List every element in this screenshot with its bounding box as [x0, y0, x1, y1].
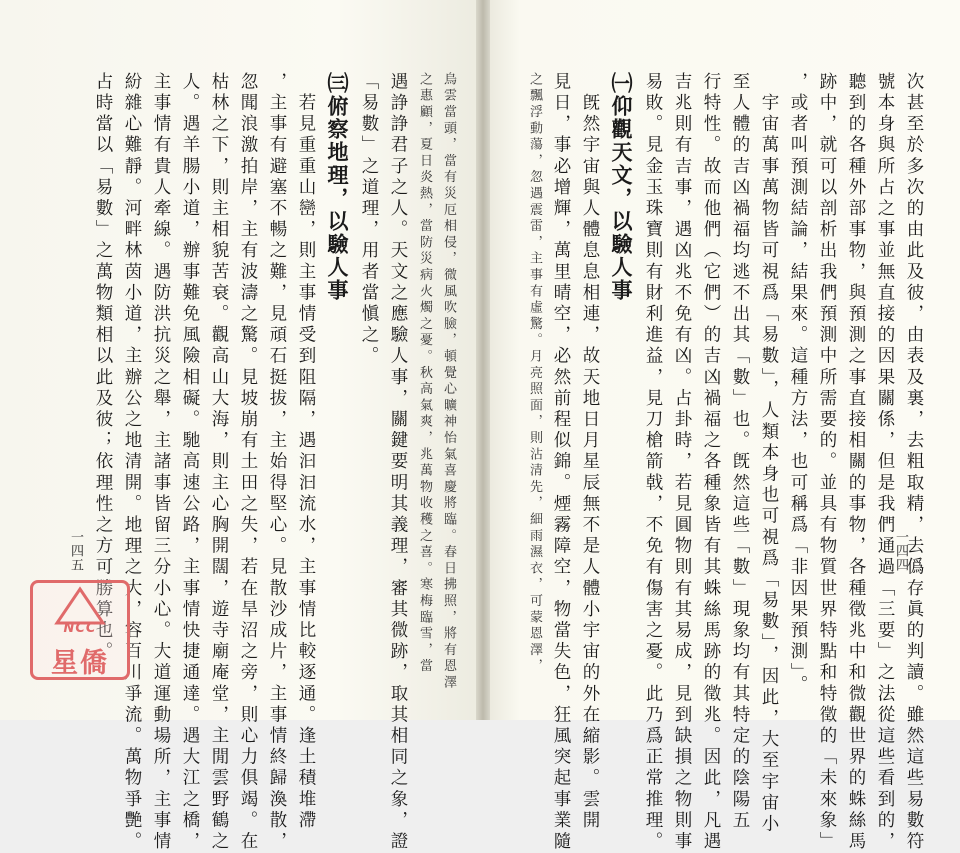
- text-column: 人。遇羊腸小道，辦事難免風險相礙。馳高速公路，主事情快捷通達。遇大江之橋，: [180, 72, 200, 853]
- text-column: 號本身與所占之事並無直接的因果關係，但是我們通過「三要」之法從這些看到的，: [875, 72, 895, 853]
- text-column: 易敗。見金玉珠寶則有財利進益，見刀槍箭戟，不免有傷害之憂。此乃爲正常推理。: [643, 72, 663, 853]
- text-column: 見日，事必增輝，萬里晴空，必然前程似錦。煙霧障空，物當失色，狂風突起事業隨: [551, 72, 571, 853]
- text-column: 之惠顧，夏日炎熱，當防災病火燭之憂。秋高氣爽，兆萬物收穫之喜。寒梅臨雪，當: [417, 72, 432, 676]
- text-column: 烏雲當頭，當有災厄相侵，微風吹臉，頓覺心曠神怡氣喜慶將臨。春日拂照，將有恩澤: [441, 72, 456, 692]
- seal-cjk-text: 星僑: [51, 648, 109, 679]
- text-column: 行特性。故而他們（它們）的吉凶禍福之各種象皆有其蛛絲馬跡的徵兆。因此，凡遇: [701, 72, 721, 853]
- text-column: 跡中，就可以剖析出我們預測中所需要的。並具有物質世界特點和特徵的「未來象」: [817, 72, 837, 853]
- text-column: 忽聞浪激拍岸，主有波濤之驚。見坡崩有土田之失，若在旱沼之旁，則心力俱竭。在: [238, 72, 258, 853]
- publisher-seal: [30, 580, 130, 680]
- text-column: 次甚至於多次的由此及彼，由表及裏，去粗取精，去僞存眞的判讀。雖然這些易數符: [904, 72, 924, 853]
- book-gutter: [476, 0, 490, 720]
- text-column: 之飄浮動蕩，忽遇震雷，主事有虛驚。月亮照面，則沾清先，細雨濕衣，可蒙恩澤，: [527, 72, 542, 676]
- section-heading: ㈢俯察地理，以驗人事: [325, 72, 350, 302]
- text-column: 遇諍諍君子之人。天文之應驗人事，關鍵要明其義理，審其微跡，取其相同之象，證: [388, 72, 408, 853]
- right-page-text: [527, 72, 928, 853]
- text-column: ，或者叫預測結論，結果來。這種方法，也可稱爲「非因果預測」。: [788, 72, 808, 697]
- left-page-text: [93, 72, 460, 853]
- text-column: 主事情有貴人牽線。遇防洪抗災之舉，主諸事皆留三分小心。大道運動場所，主事情: [151, 72, 171, 853]
- text-column: 「易數」之道理，用者當愼之。: [359, 72, 379, 368]
- seal-latin-text: NCC: [63, 621, 97, 636]
- text-column: ，主事有避塞不暢之難，見頑石挺拔，主始得堅心。見散沙成片，主事情終歸渙散，: [267, 72, 287, 853]
- text-column: 紛雜心難靜。河畔林茵小道，主辦公之地清開。地理之大，容百川爭流。萬物爭艷。: [122, 72, 142, 853]
- text-column: 至人體的吉凶禍福均逃不出其「數」也。旣然這些「數」現象均有其特定的陰陽五: [730, 72, 750, 832]
- text-column: 若見重重山巒，則主事情受到阻隔，遇汩汩流水，主事情比較逐通。逢土積堆滯: [296, 72, 316, 832]
- left-page-number: 一四五: [68, 530, 83, 572]
- right-page-number: 一四四: [893, 530, 908, 572]
- text-column: 枯林之下，則主相貌苦衰。觀高山大海，則主心胸開闊，遊寺廟庵堂，主閒雲野鶴之: [209, 72, 229, 853]
- text-column: 聽到的各種外部事物，與預測之事直接相關的事物，各種徵兆中和微觀世界的蛛絲馬: [846, 72, 866, 853]
- text-column: 吉兆則有吉事，遇凶兆不免有凶。占卦時，若見圓物則有其易成，見到缺損之物則事: [672, 72, 692, 853]
- section-heading: ㈠仰觀天文，以驗人事: [609, 72, 634, 302]
- text-column: 旣然宇宙與人體息息相連，故天地日月星辰無不是人體小宇宙的外在縮影。雲開: [580, 72, 600, 832]
- text-column: 宇宙萬事萬物皆可視爲「易數」，人類本身也可視爲「易數」，因此，大至宇宙小: [759, 72, 779, 836]
- text-column: 占時當以「易數」之萬物類相以此及彼；依理性之方可勝算也。: [93, 72, 113, 663]
